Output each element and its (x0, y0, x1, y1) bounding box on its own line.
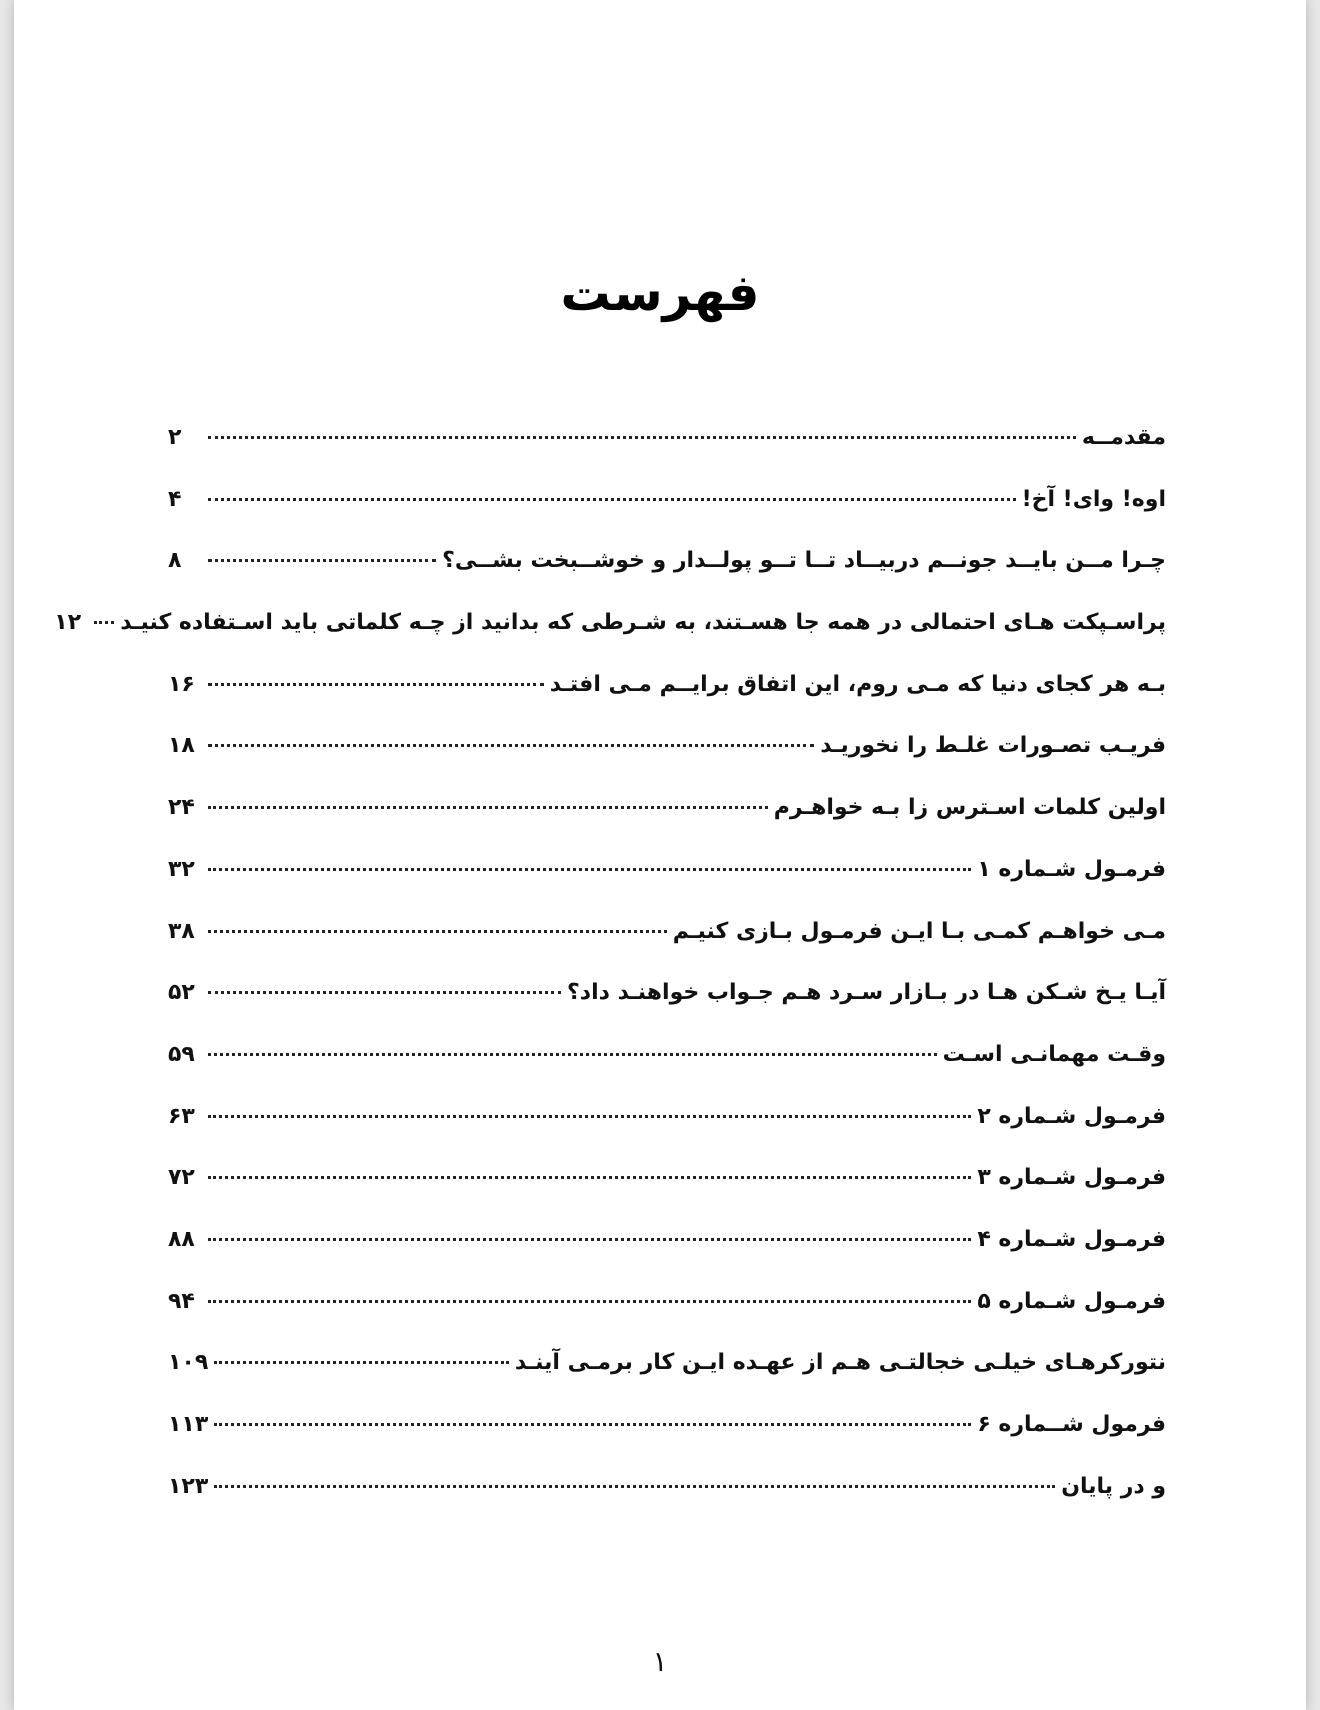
toc-entry-page: ۱۱۳ (168, 1412, 209, 1437)
toc-entry[interactable] (168, 667, 1166, 729)
toc-entry[interactable] (168, 482, 1166, 544)
dot-leader (208, 1300, 971, 1303)
toc-entry-page: ۸ (168, 548, 182, 574)
toc-entry-page: ۱۲۳ (168, 1473, 209, 1499)
dot-leader (208, 1238, 971, 1241)
toc-entry-page: ۱۲ (54, 610, 82, 636)
toc-entry[interactable] (168, 1099, 1166, 1161)
toc-entry-page: ۱۸ (168, 733, 195, 759)
toc-entry[interactable] (168, 420, 1166, 482)
toc-entry-title: بـه هر کجای دنیا که مـی روم، این اتفاق برایــم مـی افتـد (549, 671, 1166, 697)
toc-entry[interactable] (168, 914, 1166, 976)
toc-entry[interactable] (168, 852, 1166, 914)
dot-leader (214, 1423, 971, 1426)
dot-leader (214, 1361, 509, 1364)
dot-leader (208, 1176, 971, 1179)
toc-entry-title: فریـب تصـورات غلـط را نخوریـد (820, 733, 1166, 759)
toc-entry-page: ۲۴ (168, 795, 195, 821)
toc-entry[interactable] (168, 1407, 1166, 1469)
dot-leader (208, 498, 1016, 501)
toc-entry-title: فرمـول شـماره ۴ (977, 1226, 1166, 1252)
toc-entry-title: وقـت مهمانـی اسـت (942, 1041, 1166, 1067)
toc-entry[interactable] (168, 543, 1166, 605)
toc-entry[interactable] (168, 728, 1166, 790)
toc-entry-page: ۱۰۹ (168, 1350, 209, 1376)
toc-entry-title: مقدمــه (1081, 425, 1166, 450)
toc-entry[interactable] (168, 1284, 1166, 1346)
toc-entry-title: فرمـول شـماره ۲ (977, 1103, 1166, 1129)
toc-entry[interactable] (168, 1345, 1166, 1407)
toc-entry[interactable] (168, 975, 1166, 1037)
toc-entry-title: فرمـول شـماره ۱ (977, 856, 1166, 882)
dot-leader (214, 1485, 1055, 1488)
dot-leader (208, 436, 1076, 439)
toc-entry-page: ۳۸ (168, 918, 195, 944)
toc-entry-title: فرمـول شـماره ۳ (977, 1165, 1166, 1191)
toc-entry-title: مـی خواهـم کمـی بـا ایـن فرمـول بـازی کنیـم (672, 918, 1166, 944)
toc-entry[interactable] (168, 1037, 1166, 1099)
page-number: ۱ (652, 1645, 668, 1678)
dot-leader (208, 1115, 971, 1118)
dot-leader (208, 806, 768, 809)
toc-entry-title: اوه! وای! آخ! (1021, 486, 1166, 512)
toc-entry-page: ۸۸ (168, 1226, 195, 1252)
dot-leader (208, 930, 667, 933)
page-title: فهرست (560, 264, 760, 322)
dot-leader (208, 744, 814, 747)
document-page (14, 0, 1306, 1710)
dot-leader (208, 559, 436, 562)
dot-leader (208, 683, 544, 686)
toc-entry-title: پراسـپکت هـای احتمالی در همه جا هسـتند، به شـرطی که بدانید از چـه کلماتی باید اسـتفاده کنیـد (120, 610, 1166, 636)
toc-entry-page: ۷۲ (168, 1165, 195, 1191)
toc-entry[interactable] (168, 1469, 1166, 1531)
toc-entry-page: ۳۲ (168, 856, 195, 882)
toc-entry[interactable] (54, 605, 1166, 667)
toc-entry-page: ۵۹ (168, 1041, 195, 1067)
dot-leader (208, 868, 971, 871)
toc-entry-page: ۹۴ (168, 1288, 195, 1314)
toc-entry-page: ۴ (168, 486, 182, 512)
toc-entry[interactable] (168, 1222, 1166, 1284)
toc-entry-title: فرمول شــماره ۶ (977, 1412, 1166, 1437)
dot-leader (208, 991, 561, 994)
dot-leader (94, 621, 114, 624)
toc-entry-page: ۲ (168, 425, 182, 450)
toc-entry-title: چـرا مــن بایــد جونــم دربیــاد تــا تــو پولــدار و خوشــبخت بشــی؟ (442, 548, 1166, 574)
toc-entry-page: ۶۳ (168, 1103, 195, 1129)
toc-entry-page: ۱۶ (168, 671, 195, 697)
toc-entry-title: اولین کلمات اسـترس زا بـه خواهـرم (773, 795, 1166, 821)
toc-entry-title: و در پایان (1061, 1473, 1166, 1499)
toc-entry-title: نتورکرهـای خیلـی خجالتـی هـم از عهـده ایـن کار برمـی آینـد (514, 1350, 1166, 1376)
dot-leader (208, 1053, 937, 1056)
toc-entry-title: فرمـول شـماره ۵ (977, 1288, 1166, 1314)
toc-entry-title: آیـا یـخ شـکن هـا در بـازار سـرد هـم جـواب خواهنـد داد؟ (567, 980, 1166, 1006)
table-of-contents (54, 420, 1166, 1530)
toc-entry[interactable] (168, 1160, 1166, 1222)
toc-entry[interactable] (168, 790, 1166, 852)
toc-entry-page: ۵۲ (168, 980, 195, 1006)
